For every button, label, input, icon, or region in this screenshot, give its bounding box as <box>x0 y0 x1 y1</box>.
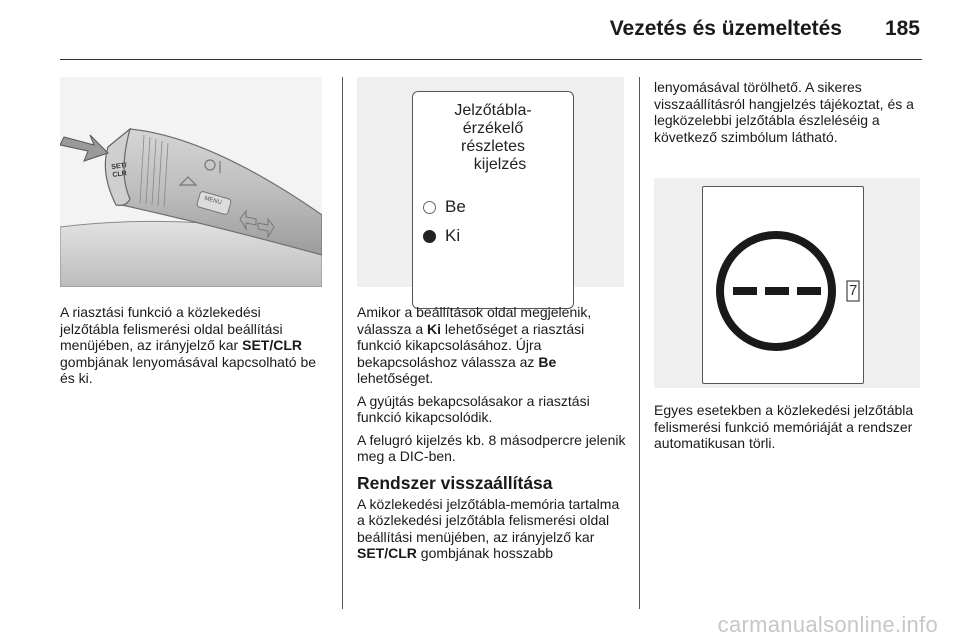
reset-symbol-frame <box>702 186 864 384</box>
header-rule <box>60 59 922 60</box>
set-clr-button-label: SET/ CLR <box>110 161 128 180</box>
column-divider-1 <box>342 77 343 609</box>
column-2-text <box>357 304 627 568</box>
page-header <box>0 0 960 60</box>
dic-menu-illustration <box>357 77 624 287</box>
page-number: 185 <box>884 17 920 40</box>
stalk-drawing <box>60 77 322 287</box>
section-heading-reset: Rendszer visszaállítása <box>357 472 553 493</box>
column-3-text-bottom <box>654 402 926 458</box>
column-1-text <box>60 304 322 393</box>
menu-button-label: MENU <box>203 195 223 207</box>
reset-symbol-illustration <box>654 178 920 388</box>
end-of-restriction-sign-icon <box>703 187 863 383</box>
radio-selected-icon <box>423 230 436 243</box>
paragraph-settings: Amikor a beállítások oldal megjelenik, válassza a Ki lehetőséget a riasztási funkció kikapcsolásához. Újra bekapcsoláshoz válassza az Be lehetőséget. <box>357 304 592 386</box>
menu-title: Jelzőtábla- érzékelő részletes kijelzés <box>454 102 532 173</box>
paragraph-popup: A felugró kijelzés kb. 8 másodpercre jelenik meg a DIC-ben. <box>357 431 626 464</box>
menu-option-ki: Ki <box>423 226 460 246</box>
turn-signal-stalk-illustration <box>60 77 322 287</box>
watermark: carmanualsonline.info <box>717 612 938 637</box>
radio-unselected-icon <box>423 201 436 214</box>
paragraph-ignition: A gyújtás bekapcsolásakor a riasztási funkció kikapcsolódik. <box>357 392 590 425</box>
running-title: Vezetés és üzemeltetés <box>609 17 842 40</box>
menu-option-be: Be <box>423 197 466 217</box>
paragraph-alarm-toggle: A riasztási funkció a közlekedési jelzőtábla felismerési oldal beállítási menüjében, az irányjelző kar SET/CLR gombjának lenyomásával kapcsolható be és ki. <box>60 304 317 386</box>
sign-badge-number: 7 <box>849 282 858 299</box>
paragraph-reset: A közlekedési jelzőtábla-memória tartalma a közlekedési jelzőtábla felismerési oldal beállítási menüjében, az irányjelző kar SET/CLR gombjának hosszabb <box>357 495 620 561</box>
column-3-text-top <box>654 79 926 151</box>
column-divider-2 <box>639 77 640 609</box>
paragraph-reset-confirm: lenyomásával törölhető. A sikeres visszaállításról hangjelzés tájékoztat, és a legközelebbi jelzőtábla észleléséig a következő szimbólum látható. <box>654 79 914 145</box>
paragraph-auto-clear: Egyes esetekben a közlekedési jelzőtábla felismerési funkció memóriáját a rendszer automatikusan törli. <box>654 402 914 451</box>
dic-display-frame <box>412 91 574 309</box>
